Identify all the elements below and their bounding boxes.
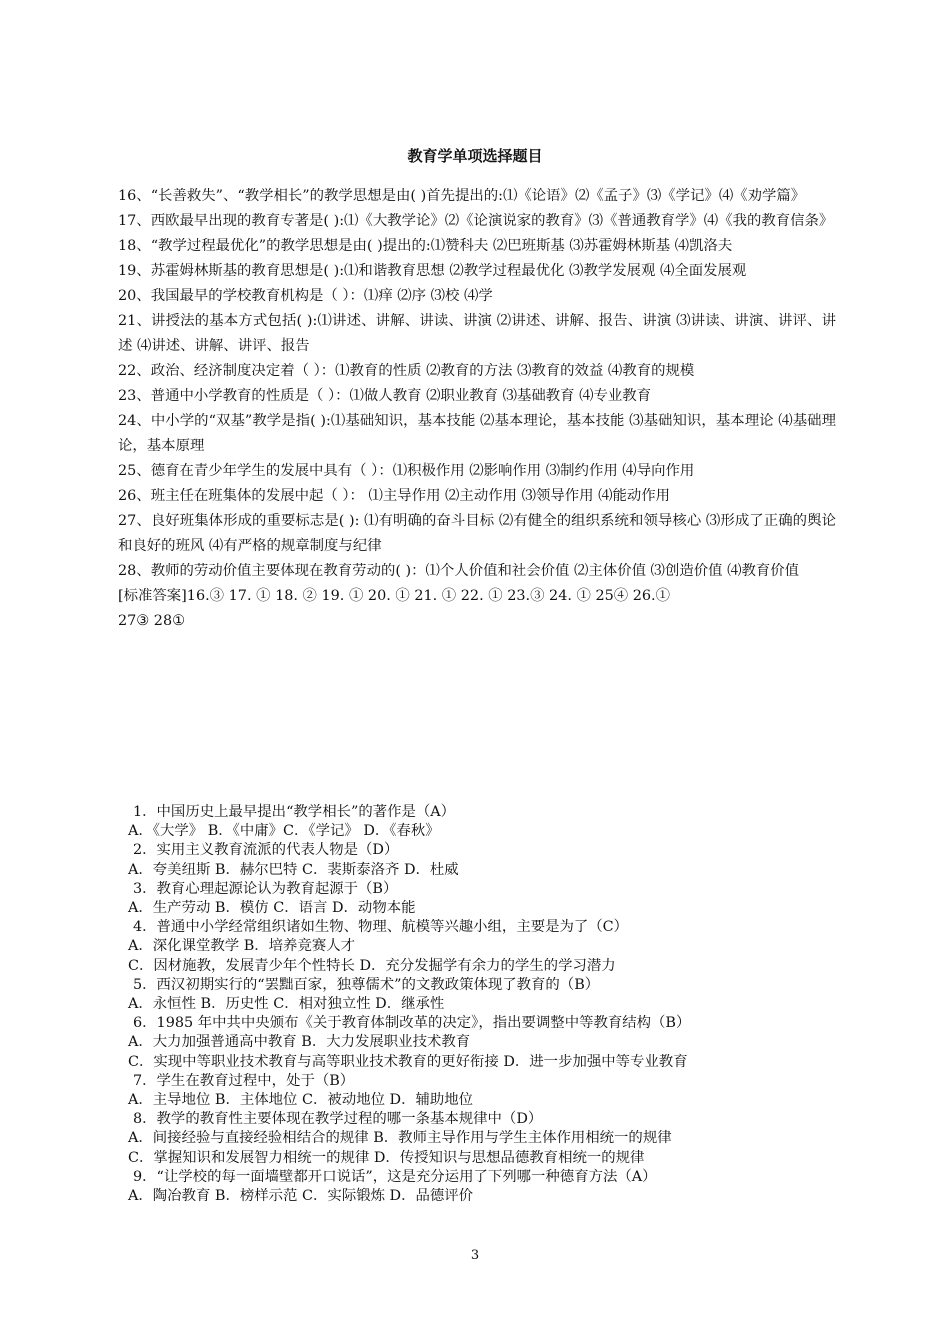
question-stem: 9．“让学校的每一面墙壁都开口说话”，这是充分运用了下列哪一种德育方法（A）: [133, 1168, 657, 1185]
question-item: 21、讲授法的基本方式包括( ):⑴讲述、讲解、讲读、讲演 ⑵讲述、讲解、报告、讲演 ⑶讲读、讲演、讲评、讲述 ⑷讲述、讲解、讲评、报告: [118, 313, 836, 354]
question-stem: 7．学生在教育过程中，处于（B）: [133, 1072, 355, 1089]
question-section-1: [118, 184, 836, 634]
question-options: C．实现中等职业技术教育与高等职业技术教育的更好衔接 D．进一步加强中等专业教育: [128, 1053, 688, 1070]
answer-key-line-1: [标准答案]16.③ 17. ① 18. ② 19. ① 20. ① 21. ① 22. ① 23.③ 24. ① 25④ 26.①: [118, 588, 671, 604]
question-stem: 1．中国历史上最早提出“教学相长”的著作是（A）: [133, 804, 456, 820]
question-item: 17、西欧最早出现的教育专著是( ):⑴《大教学论》⑵《论演说家的教育》⑶《普通教育学》⑷《我的教育信条》: [118, 213, 834, 229]
question-item: 22、政治、经济制度决定着（ ）：⑴教育的性质 ⑵教育的方法 ⑶教育的效益 ⑷教育的规模: [118, 363, 695, 379]
question-options: A．《大学》 B．《中庸》C．《学记》 D．《春秋》: [128, 823, 440, 840]
question-options: A．主导地位 B．主体地位 C．被动地位 D．辅助地位: [128, 1092, 474, 1109]
question-options: A．生产劳动 B．模仿 C．语言 D．动物本能: [128, 900, 416, 917]
question-stem: 8．教学的教育性主要体现在教学过程的哪一条基本规律中（D）: [133, 1111, 543, 1128]
question-item: 27、良好班集体形成的重要标志是( ): ⑴有明确的奋斗目标 ⑵有健全的组织系统和领导核心 ⑶形成了正确的舆论和良好的班风 ⑷有严格的规章制度与纪律: [118, 513, 836, 554]
question-options: A．间接经验与直接经验相结合的规律 B．教师主导作用与学生主体作用相统一的规律: [128, 1130, 672, 1147]
question-list-1: [118, 184, 836, 584]
question-item: 16、“长善救失”、“教学相长”的教学思想是由( )首先提出的:⑴《论语》⑵《孟子》⑶《学记》⑷《劝学篇》: [118, 188, 806, 204]
question-options: A．夸美纽斯 B．赫尔巴特 C．裴斯泰洛齐 D．杜威: [128, 861, 459, 878]
question-item: 23、普通中小学教育的性质是（ ）：⑴做人教育 ⑵职业教育 ⑶基础教育 ⑷专业教育: [118, 388, 652, 404]
question-stem: 4．普通中小学经常组织诸如生物、物理、航模等兴趣小组，主要是为了（C）: [133, 919, 629, 936]
question-options: A．陶冶教育 B．榜样示范 C．实际锻炼 D．品德评价: [128, 1188, 474, 1205]
question-item: 24、中小学的“双基”教学是指( ):⑴基础知识，基本技能 ⑵基本理论，基本技能 ⑶基础知识，基本理论 ⑷基础理论，基本原理: [118, 413, 836, 454]
page-title: 教育学单项选择题目: [407, 147, 543, 165]
question-options: A．深化课堂教学 B．培养竞赛人才: [128, 938, 356, 955]
question-stem: 5．西汉初期实行的“罢黜百家，独尊儒术”的文教政策体现了教育的（B）: [133, 976, 600, 993]
question-stem: 3．教育心理起源论认为教育起源于（B）: [133, 880, 398, 897]
question-item: 18、“教学过程最优化”的教学思想是由( )提出的:⑴赞科夫 ⑵巴班斯基 ⑶苏霍姆林斯基 ⑷凯洛夫: [118, 238, 733, 254]
question-stem: 6．1985 年中共中央颁布《关于教育体制改革的决定》，指出要调整中等教育结构（B）: [133, 1015, 691, 1032]
page-number: 3: [470, 1248, 480, 1263]
question-item: 19、苏霍姆林斯基的教育思想是( ):⑴和谐教育思想 ⑵教学过程最优化 ⑶教学发展观 ⑷全面发展观: [118, 263, 747, 279]
question-options: A．大力加强普通高中教育 B．大力发展职业技术教育: [128, 1034, 471, 1051]
question-options: A．永恒性 B．历史性 C．相对独立性 D．继承性: [128, 996, 445, 1013]
question-options: C．因材施教，发展青少年个性特长 D．充分发掘学有余力的学生的学习潜力: [128, 957, 616, 974]
answer-key-line-2: 27③ 28①: [118, 613, 185, 629]
question-item: 20、我国最早的学校教育机构是（ ）：⑴痒 ⑵序 ⑶校 ⑷学: [118, 288, 493, 304]
question-item: 25、德育在青少年学生的发展中具有（ ）：⑴积极作用 ⑵影响作用 ⑶制约作用 ⑷导向作用: [118, 463, 695, 479]
question-item: 28、教师的劳动价值主要体现在教育劳动的( )：⑴个人价值和社会价值 ⑵主体价值 ⑶创造价值 ⑷教育价值: [118, 563, 800, 579]
question-item: 26、班主任在班集体的发展中起（ ）： ⑴主导作用 ⑵主动作用 ⑶领导作用 ⑷能动作用: [118, 488, 671, 504]
question-stem: 2．实用主义教育流派的代表人物是（D）: [133, 842, 399, 859]
question-section-2: [128, 803, 828, 1206]
question-options: C．掌握知识和发展智力相统一的规律 D．传授知识与思想品德教育相统一的规律: [128, 1149, 645, 1166]
